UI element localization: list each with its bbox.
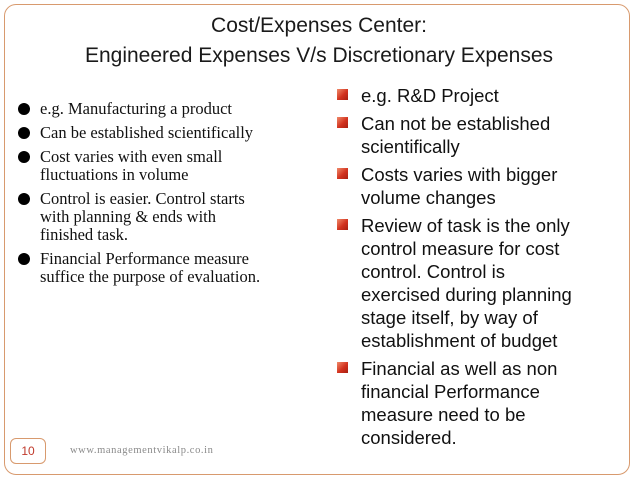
right-point-2-line2: scientifically <box>361 136 460 157</box>
right-point-5-line2: financial Performance <box>361 381 540 402</box>
right-point-4 <box>337 214 627 352</box>
right-point-4-line4: exercised during planning <box>361 284 572 305</box>
right-point-1-line1: e.g. R&D Project <box>361 85 499 106</box>
left-point-3 <box>18 148 318 184</box>
footer-website: www.managementvikalp.co.in <box>70 445 214 456</box>
square-bullet-icon <box>337 168 348 179</box>
bullet-icon <box>18 193 30 205</box>
right-point-1 <box>337 84 627 107</box>
left-point-1 <box>18 100 318 118</box>
right-point-4-line5: stage itself, by way of <box>361 307 538 328</box>
left-point-3-line1: Cost varies with even small <box>40 147 223 166</box>
bullet-icon <box>18 103 30 115</box>
right-point-3-line1: Costs varies with bigger <box>361 164 558 185</box>
bullet-icon <box>18 253 30 265</box>
right-point-5 <box>337 357 627 449</box>
left-point-4-line3: finished task. <box>40 225 128 244</box>
right-point-5-line3: measure need to be <box>361 404 526 425</box>
engineered-expenses-list <box>18 100 318 292</box>
left-point-4-line1: Control is easier. Control starts <box>40 189 245 208</box>
bullet-icon <box>18 127 30 139</box>
left-point-5-line2: suffice the purpose of evaluation. <box>40 267 261 286</box>
right-point-3 <box>337 163 627 209</box>
square-bullet-icon <box>337 89 348 100</box>
slide-title-line1: Cost/Expenses Center: <box>211 14 427 37</box>
bullet-icon <box>18 151 30 163</box>
right-point-4-line3: control. Control is <box>361 261 505 282</box>
right-point-2 <box>337 112 627 158</box>
left-point-1-line1: e.g. Manufacturing a product <box>40 99 232 118</box>
right-point-4-line2: control measure for cost <box>361 238 560 259</box>
right-point-2-line1: Can not be established <box>361 113 551 134</box>
left-point-5-line1: Financial Performance measure <box>40 249 249 268</box>
square-bullet-icon <box>337 117 348 128</box>
right-point-5-line4: considered. <box>361 427 457 448</box>
left-point-4 <box>18 190 318 244</box>
square-bullet-icon <box>337 362 348 373</box>
right-point-4-line1: Review of task is the only <box>361 215 570 236</box>
left-point-4-line2: with planning & ends with <box>40 207 216 226</box>
slide-title-line2: Engineered Expenses V/s Discretionary Expenses <box>84 44 554 67</box>
right-point-5-line1: Financial as well as non <box>361 358 558 379</box>
left-point-3-line2: fluctuations in volume <box>40 165 189 184</box>
right-point-4-line6: establishment of budget <box>361 330 558 351</box>
discretionary-expenses-list <box>337 84 627 454</box>
left-point-5 <box>18 250 318 286</box>
left-point-2 <box>18 124 318 142</box>
square-bullet-icon <box>337 219 348 230</box>
page-number: 10 <box>10 438 46 464</box>
left-point-2-line1: Can be established scientifically <box>40 123 254 142</box>
right-point-3-line2: volume changes <box>361 187 496 208</box>
